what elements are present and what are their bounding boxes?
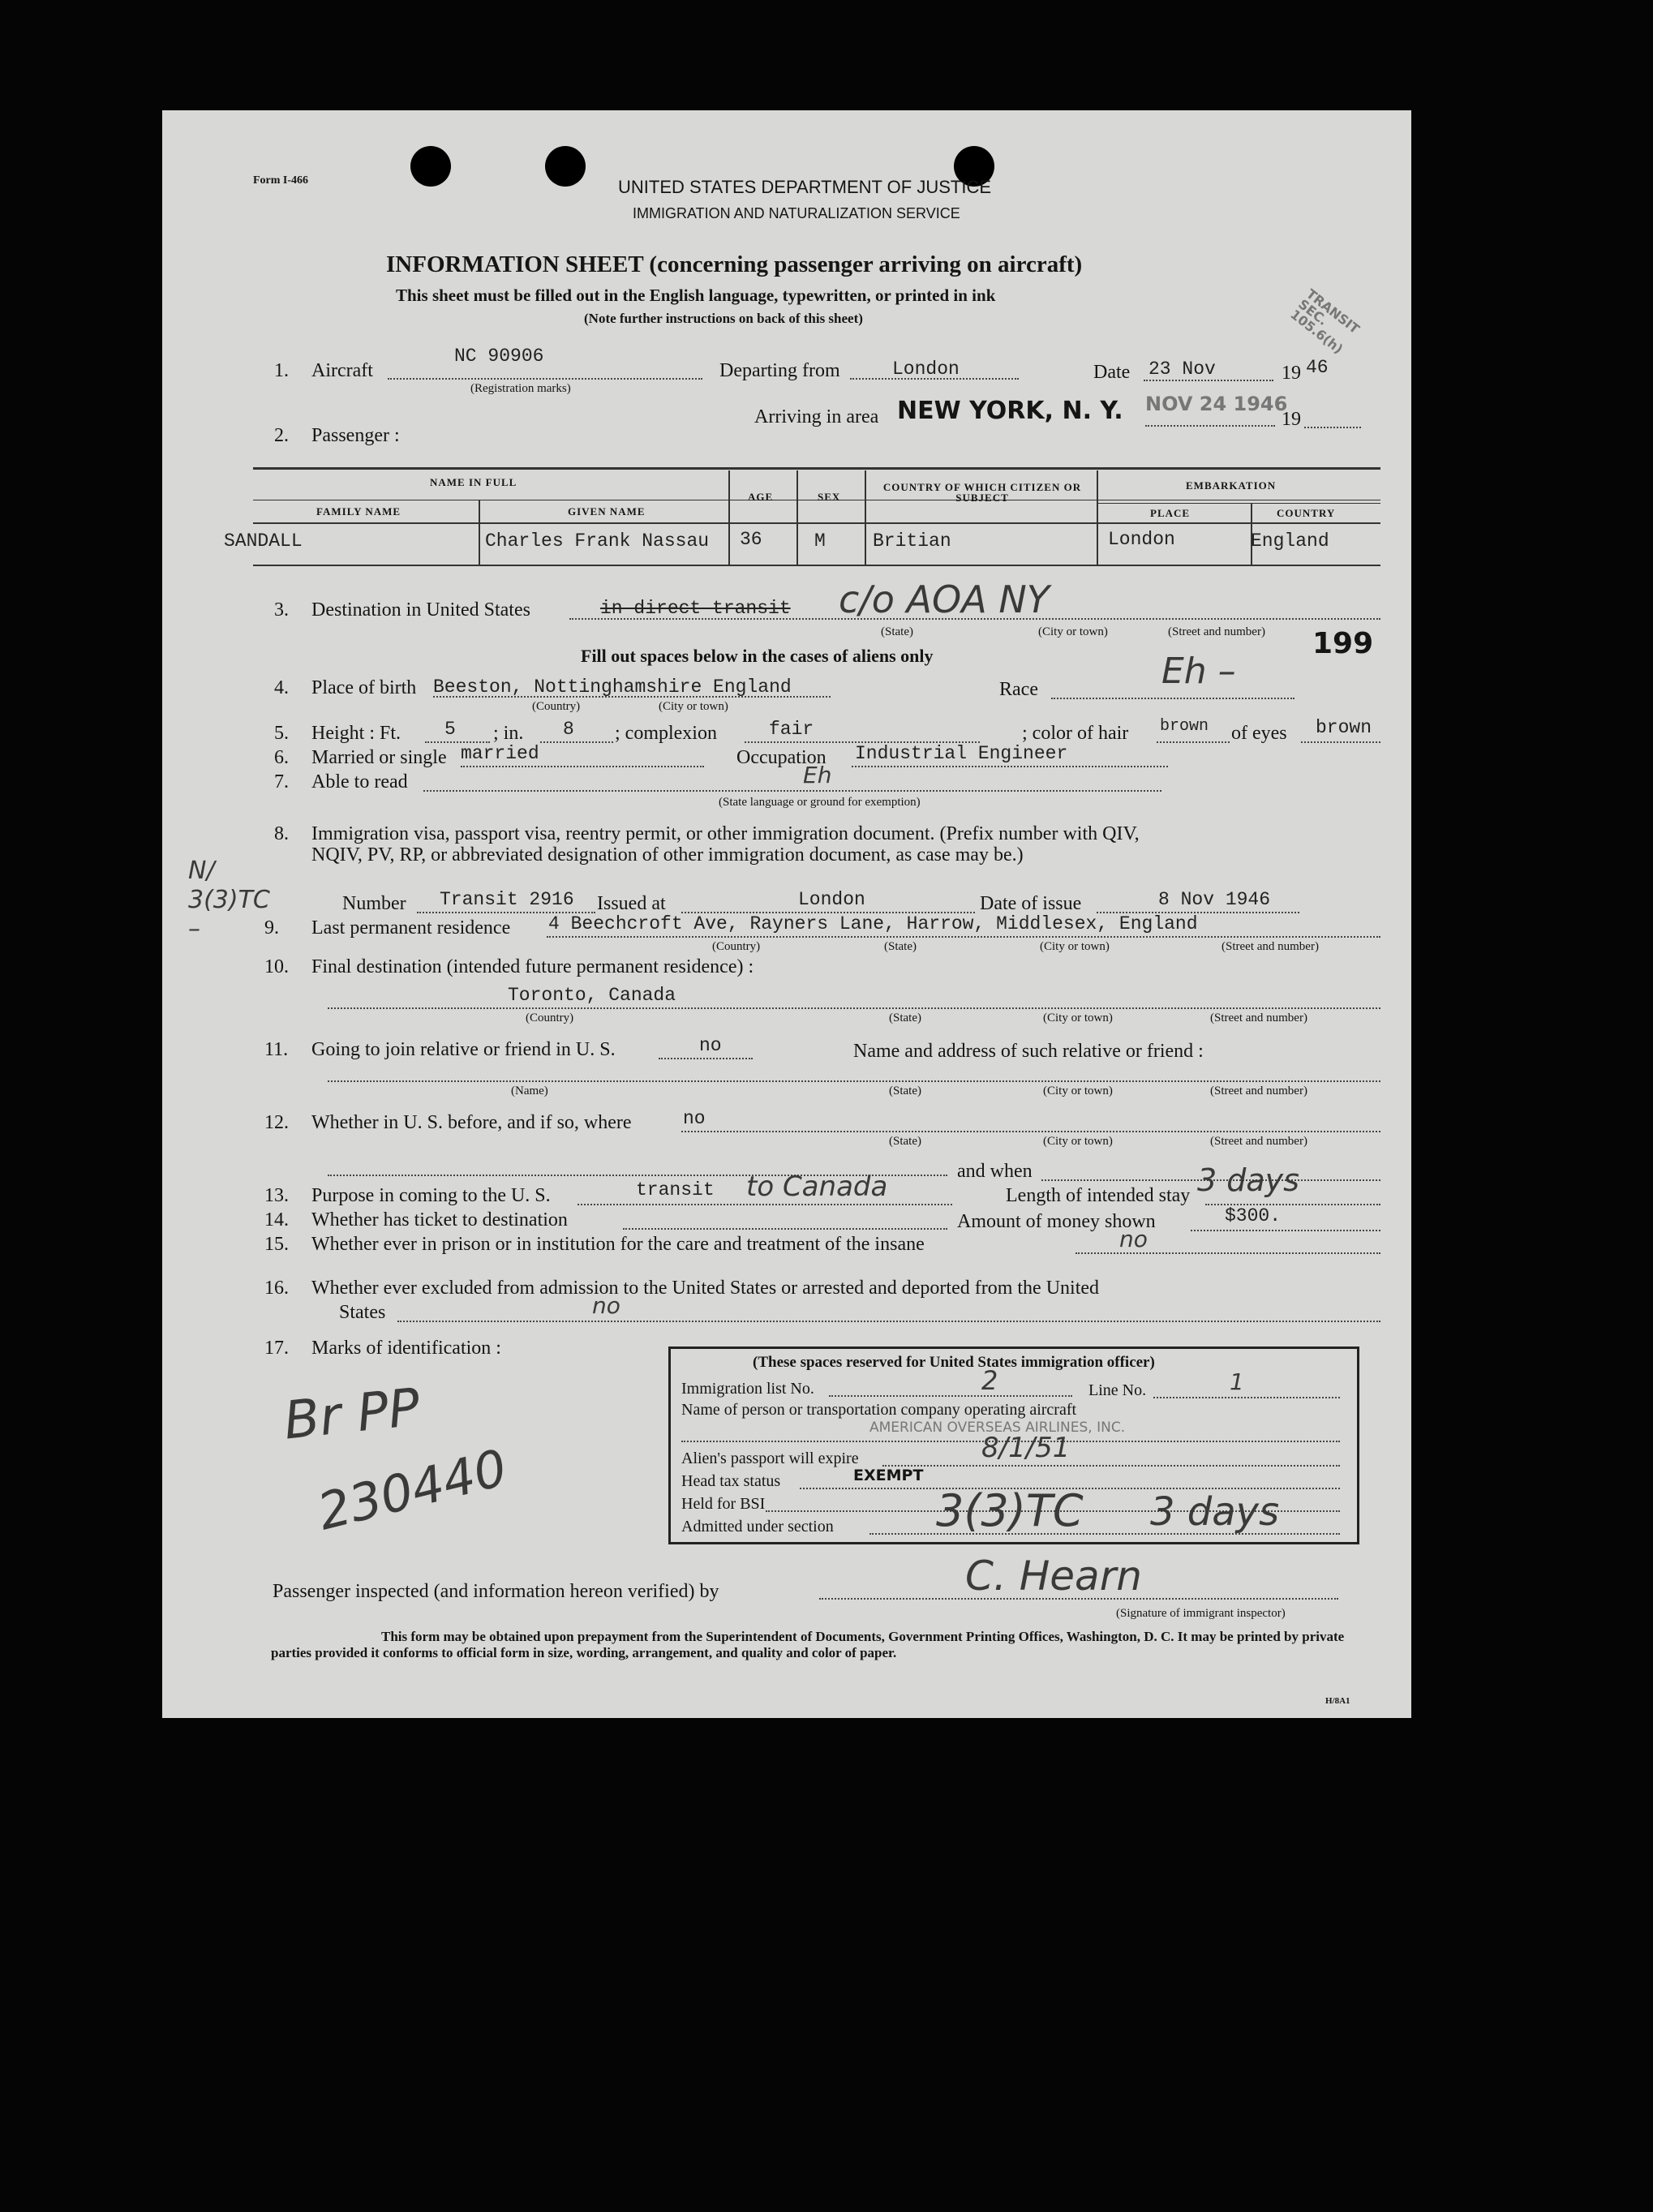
fill-line	[1076, 1252, 1380, 1254]
col-rule	[796, 470, 798, 566]
fill-line	[623, 1228, 947, 1230]
fill-line	[397, 1321, 1380, 1322]
excluded-label-1: Whether ever excluded from admission to the United States or arrested and deported from the United	[311, 1278, 1100, 1299]
margin-note: N/ 3(3)TC –	[188, 857, 270, 943]
race-label: Race	[999, 679, 1038, 700]
caption: (State)	[884, 940, 917, 953]
residence-value: 4 Beechcroft Ave, Rayners Lane, Harrow, Middlesex, England	[548, 913, 1198, 934]
line-label: Line No.	[1088, 1381, 1147, 1399]
given-name: Charles Frank Nassau	[485, 530, 710, 552]
official-heading: (These spaces reserved for United States immigration officer)	[753, 1354, 1155, 1371]
transit-stamp: TRANSIT SEC. 105.6(h)	[1287, 286, 1363, 357]
form-title: INFORMATION SHEET (concerning passenger arriving on aircraft)	[386, 251, 1083, 277]
residence-label: Last permanent residence	[311, 917, 511, 938]
caption: (City or town)	[1040, 940, 1110, 953]
item-number: 2.	[274, 425, 289, 446]
item-number: 3.	[274, 599, 289, 621]
item-number: 14.	[264, 1209, 289, 1231]
marks-handwritten-2: 230440	[311, 1437, 513, 1542]
excluded-value: no	[592, 1292, 620, 1319]
purpose-value: transit	[636, 1179, 715, 1200]
item-number: 7.	[274, 771, 289, 792]
header-name-in-full: NAME IN FULL	[430, 476, 517, 488]
caption: (City or town)	[1043, 1012, 1113, 1024]
marital-label: Married or single	[311, 747, 447, 768]
company-label: Name of person or transportation company operating aircraft	[681, 1401, 1077, 1419]
age: 36	[740, 529, 762, 550]
year-prefix: 19	[1282, 363, 1301, 384]
fill-line	[540, 741, 613, 743]
complexion-label: ; complexion	[615, 723, 717, 744]
header-family-name: FAMILY NAME	[316, 505, 401, 518]
col-rule	[865, 470, 866, 566]
form-instruction: This sheet must be filled out in the English language, typewritten, or printed in ink	[396, 286, 996, 305]
fill-line	[1301, 741, 1380, 743]
caption: (Street and number)	[1210, 1012, 1307, 1024]
before-value: no	[683, 1108, 706, 1129]
fill-line	[1051, 698, 1294, 699]
fill-line	[659, 1058, 753, 1059]
arriving-label: Arriving in area	[754, 406, 879, 427]
arrival-date-stamp: NOV 24 1946	[1145, 393, 1288, 415]
tax-label: Head tax status	[681, 1472, 781, 1490]
issued-at: London	[798, 889, 865, 910]
item-number: 1.	[274, 360, 289, 381]
header-place: PLACE	[1150, 507, 1191, 519]
table-rule	[253, 565, 1380, 566]
caption: (Country)	[526, 1012, 574, 1024]
list-number-stamp: 199	[1312, 627, 1374, 660]
eyes-value: brown	[1316, 717, 1372, 738]
citizenship: Britian	[873, 530, 951, 552]
form-number: Form I-466	[253, 174, 309, 187]
fill-line	[328, 1007, 1380, 1009]
occupation-label: Occupation	[736, 747, 826, 768]
item-number: 5.	[274, 723, 289, 744]
table-rule	[253, 522, 1380, 524]
and-when-label: and when	[957, 1161, 1033, 1182]
tax-value: EXEMPT	[853, 1467, 924, 1484]
money-value: $300.	[1225, 1205, 1282, 1226]
birth-value: Beeston, Nottinghamshire England	[433, 676, 792, 698]
item-number: 15.	[264, 1234, 289, 1255]
embarkation-country: England	[1251, 530, 1329, 552]
aircraft-value: NC 90906	[454, 346, 544, 367]
caption: (State)	[889, 1085, 921, 1097]
purpose-label: Purpose in coming to the U. S.	[311, 1185, 551, 1206]
complexion-value: fair	[769, 719, 814, 740]
item-number: 11.	[264, 1039, 289, 1060]
fill-line	[547, 936, 1380, 938]
eyes-label: of eyes	[1231, 723, 1287, 744]
money-label: Amount of money shown	[957, 1211, 1156, 1232]
aircraft-label: Aircraft	[311, 360, 373, 381]
fill-line	[1191, 1230, 1380, 1231]
header-sex: SEX	[818, 491, 841, 503]
bsi-label: Held for BSI	[681, 1495, 766, 1513]
arriving-value: NEW YORK, N. Y.	[897, 397, 1123, 425]
hair-label: ; color of hair	[1022, 723, 1129, 744]
fill-line	[423, 790, 1161, 792]
header-embarkation: EMBARKATION	[1186, 479, 1277, 492]
item-number: 17.	[264, 1338, 289, 1359]
caption: (State)	[881, 625, 913, 638]
prison-label: Whether ever in prison or in institution for the care and treatment of the insane	[311, 1234, 925, 1255]
destination-handwritten: c/o AOA NY	[839, 578, 1050, 621]
marital-value: married	[461, 743, 539, 764]
inches-label: ; in.	[493, 723, 524, 744]
departure-date: 23 Nov	[1149, 359, 1216, 380]
item-number: 8.	[274, 823, 289, 844]
line-value: 1	[1230, 1368, 1244, 1395]
stay-value: 3 days	[1197, 1162, 1299, 1198]
departing-value: London	[892, 359, 960, 380]
date-label: Date	[1093, 362, 1131, 383]
caption: (Street and number)	[1210, 1085, 1307, 1097]
caption: (Country)	[532, 700, 581, 713]
relative-name-label: Name and address of such relative or friend :	[853, 1041, 1204, 1062]
sex: M	[814, 530, 826, 552]
final-dest-label: Final destination (intended future permanent residence) :	[311, 956, 754, 977]
year-prefix: 19	[1282, 409, 1301, 430]
issued-label: Issued at	[597, 893, 666, 914]
service-name: IMMIGRATION AND NATURALIZATION SERVICE	[633, 205, 960, 221]
header-emb-country: COUNTRY	[1277, 507, 1336, 519]
height-label: Height : Ft.	[311, 723, 401, 744]
fill-line	[1304, 427, 1361, 428]
height-ft: 5	[444, 719, 456, 740]
col-rule	[1097, 503, 1380, 504]
passport-label: Alien's passport will expire	[681, 1450, 859, 1467]
item-number: 4.	[274, 677, 289, 698]
item-number: 16.	[264, 1278, 289, 1299]
caption: (City or town)	[659, 700, 728, 713]
inspector-signature: C. Hearn	[965, 1553, 1142, 1600]
visa-number-label: Number	[342, 893, 406, 914]
item-number: 6.	[274, 747, 289, 768]
fill-line	[1157, 741, 1230, 743]
item-number: 10.	[264, 956, 289, 977]
caption: (Street and number)	[1168, 625, 1265, 638]
visa-number: Transit 2916	[440, 889, 574, 910]
before-label: Whether in U. S. before, and if so, where	[311, 1112, 632, 1133]
caption: (City or town)	[1043, 1135, 1113, 1148]
fill-line	[681, 1131, 1380, 1132]
family-name: SANDALL	[224, 530, 303, 552]
stay-label: Length of intended stay	[1006, 1185, 1191, 1206]
admitted-section: 3(3)TC	[936, 1485, 1084, 1536]
fill-line	[1153, 1397, 1340, 1398]
visa-text-1: Immigration visa, passport visa, reentry permit, or other immigration document. (Prefix number with QIV,	[311, 823, 1140, 844]
form-note: (Note further instructions on back of this sheet)	[584, 311, 863, 326]
col-rule	[479, 500, 480, 566]
height-in: 8	[563, 719, 574, 740]
punch-hole	[410, 146, 451, 187]
aliens-heading: Fill out spaces below in the cases of aliens only	[581, 646, 934, 666]
fill-line	[1144, 380, 1273, 381]
caption: (City or town)	[1038, 625, 1108, 638]
fill-line	[852, 766, 1168, 767]
list-value: 2	[981, 1365, 998, 1396]
read-label: Able to read	[311, 771, 408, 792]
admitted-days: 3 days	[1150, 1489, 1280, 1535]
destination-label: Destination in United States	[311, 599, 530, 621]
passport-expiry: 8/1/51	[981, 1432, 1071, 1464]
item-number: 13.	[264, 1185, 289, 1206]
race-value: Eh –	[1161, 651, 1236, 692]
caption: (City or town)	[1043, 1085, 1113, 1097]
destination-typed: in direct transit	[600, 598, 791, 619]
purpose-handwritten: to Canada	[746, 1170, 888, 1203]
fill-line	[577, 1204, 952, 1205]
fill-line	[882, 1465, 1340, 1467]
admitted-label: Admitted under section	[681, 1518, 834, 1536]
ticket-label: Whether has ticket to destination	[311, 1209, 568, 1231]
caption: (Street and number)	[1222, 940, 1319, 953]
visa-text-2: NQIV, PV, RP, or abbreviated designation of other immigration document, as case may be.)	[311, 844, 1024, 865]
embarkation-place: London	[1108, 529, 1175, 550]
col-rule	[1097, 470, 1098, 566]
fill-line	[829, 1395, 1072, 1397]
header-age: AGE	[748, 491, 774, 503]
birth-label: Place of birth	[311, 677, 417, 698]
departure-year: 46	[1306, 357, 1329, 378]
fill-line	[328, 1080, 1380, 1082]
passenger-label: Passenger :	[311, 425, 400, 446]
join-value: no	[699, 1035, 722, 1056]
inspection-label: Passenger inspected (and information hereon verified) by	[273, 1581, 719, 1602]
marks-handwritten-1: Br PP	[281, 1377, 423, 1452]
departing-label: Departing from	[719, 360, 840, 381]
caption: (Street and number)	[1210, 1135, 1307, 1148]
caption: (State)	[889, 1135, 921, 1148]
fill-line	[461, 766, 704, 767]
marks-label: Marks of identification :	[311, 1338, 501, 1359]
col-rule	[728, 470, 730, 566]
join-label: Going to join relative or friend in U. S.	[311, 1039, 616, 1060]
caption: (State)	[889, 1012, 921, 1024]
list-label: Immigration list No.	[681, 1380, 814, 1398]
header-country: COUNTRY OF WHICH CITIZEN OR SUBJECT	[882, 481, 1082, 504]
prison-value: no	[1119, 1226, 1148, 1252]
caption: (Country)	[712, 940, 761, 953]
agency-name: UNITED STATES DEPARTMENT OF JUSTICE	[618, 177, 992, 197]
read-value: Eh	[803, 762, 832, 788]
company-stamp: AMERICAN OVERSEAS AIRLINES, INC.	[869, 1420, 1126, 1436]
hair-value: brown	[1160, 717, 1209, 736]
punch-hole	[545, 146, 586, 187]
issue-date: 8 Nov 1946	[1158, 889, 1271, 910]
item-number: 12.	[264, 1112, 289, 1133]
caption: (Registration marks)	[470, 382, 571, 395]
header-given-name: GIVEN NAME	[568, 505, 646, 518]
table-rule	[253, 467, 1380, 470]
issue-date-label: Date of issue	[980, 893, 1082, 914]
footer-text: This form may be obtained upon prepayment from the Superintendent of Documents, Government Printing Offices, Washington, D. C. It may be printed by private parties provided it conforms to official form in size, wording, arrangement, and quality and color of paper.	[271, 1629, 1345, 1661]
caption: (Name)	[511, 1085, 548, 1097]
occupation-value: Industrial Engineer	[855, 743, 1068, 764]
excluded-label-2: States	[339, 1302, 386, 1323]
fill-line	[1145, 425, 1275, 427]
final-dest-value: Toronto, Canada	[508, 985, 676, 1006]
item-number: 9.	[264, 917, 279, 938]
fill-line	[388, 378, 702, 380]
form-sheet	[162, 110, 1411, 1718]
caption: (State language or ground for exemption)	[719, 796, 921, 809]
print-code: H/8A1	[1325, 1696, 1350, 1706]
signature-caption: (Signature of immigrant inspector)	[1116, 1607, 1286, 1620]
